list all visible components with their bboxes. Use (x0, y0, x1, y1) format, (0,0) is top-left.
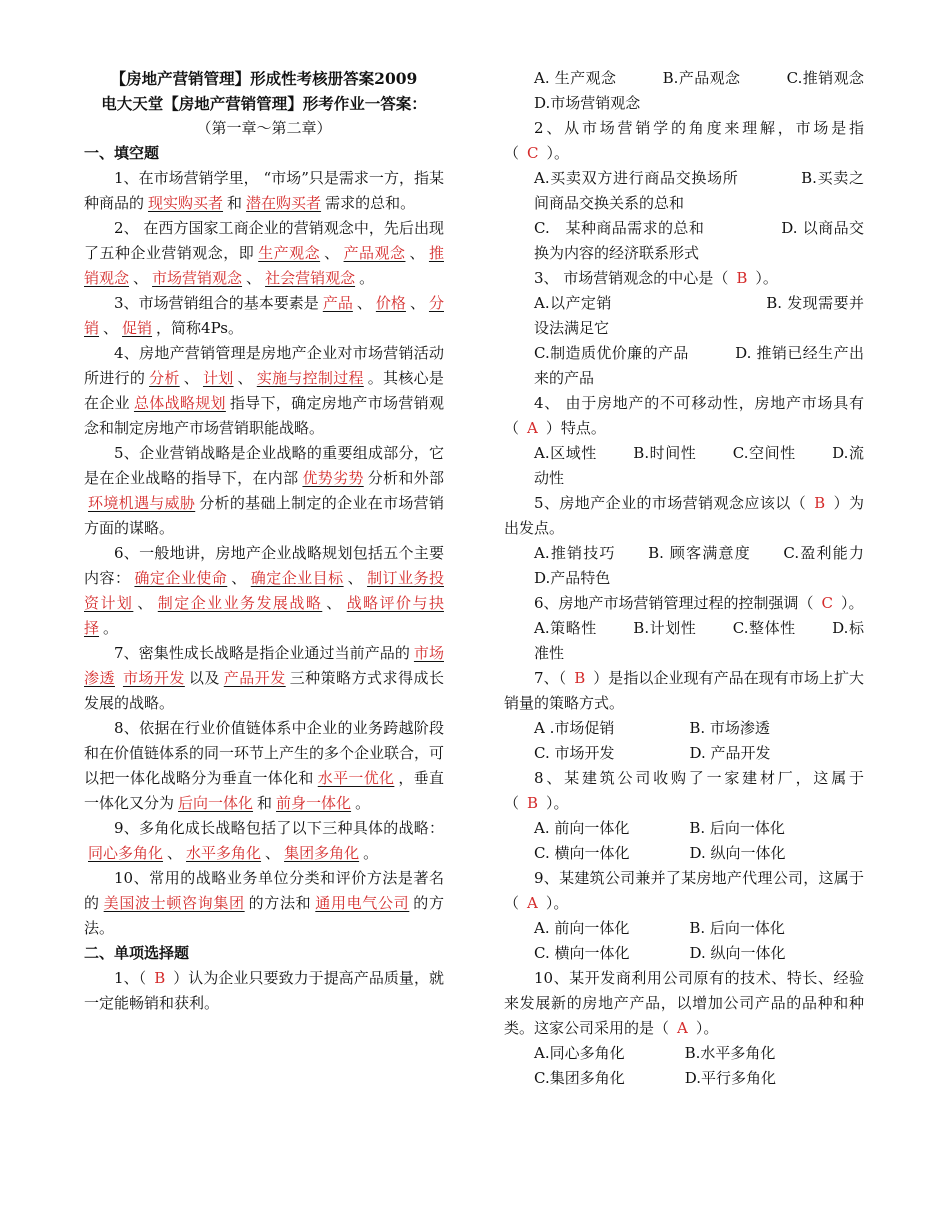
doc-subtitle: （第一章～第二章） (196, 119, 332, 137)
choice-question-9: 9、某建筑公司兼并了某房地产代理公司，这属于（ A ）。 (504, 869, 864, 912)
choice-question-6: 6、房地产市场营销管理过程的控制强调（ C ）。 (534, 594, 864, 612)
choice-answer: A (677, 1019, 688, 1037)
choice-answer: B (736, 269, 748, 287)
section-heading-choice: 二、单项选择题 (84, 944, 190, 962)
choice-answer: B (527, 794, 539, 812)
fill-question-9: 9、多角化成长战略包括了以下三种具体的战略：同心多角化 、 水平多角化 、 集团多角化 。 (88, 819, 444, 862)
choice-options: A.策略性 B.计划性 C.整体性 D.标准性 (534, 619, 864, 662)
choice-question-2: 2、从市场营销学的角度来理解，市场是指（ C ）。 (504, 119, 864, 162)
fill-question-10: 10、常用的战略业务单位分类和评价方法是著名的 美国波士顿咨询集团 的方法和 通用电气公司 的方法。 (84, 869, 444, 937)
choice-answer: B (814, 494, 826, 512)
choice-options: C.制造质优价廉的产品 D. 推销已经生产出来的产品 (534, 344, 864, 387)
choice-answer: C (527, 144, 539, 162)
choice-question-8: 8、某建筑公司收购了一家建材厂，这属于（ B ）。 (504, 769, 864, 812)
choice-options: A .市场促销 B. 市场渗透 (534, 719, 770, 737)
choice-options: C. 市场开发 D. 产品开发 (534, 744, 771, 762)
fill-question-4: 4、房地产营销管理是房地产企业对市场营销活动所进行的 分析 、 计划 、 实施与控制过程 。其核心是在企业 总体战略规划 指导下，确定房地产市场营销观念和制定房地产市场营销职能战略。 (84, 344, 444, 437)
choice-question-1: 1、（ B ）认为企业只要致力于提高产品质量，就一定能畅销和获利。 (84, 969, 444, 1012)
choice-answer: B (154, 969, 166, 987)
section-heading-fill: 一、填空题 (84, 144, 160, 162)
fill-question-1: 1、在市场营销学里， “市场”只是需求一方，指某种商品的 现实购买者 和 潜在购买者 需求的总和。 (84, 169, 444, 212)
choice-question-7: 7、（ B ）是指以企业现有产品在现有市场上扩大销量的策略方式。 (504, 669, 864, 712)
choice-question-5: 5、房地产企业的市场营销观念应该以（ B ）为出发点。 (504, 494, 864, 537)
fill-question-8: 8、依据在行业价值链体系中企业的业务跨越阶段和在价值链体系的同一环节上产生的多个企业联合，可以把一体化战略分为垂直一体化和 水平一优化 ，垂直一体化又分为 后向一体化 和 前身一体化 。 (84, 719, 445, 812)
choice-options: C. 横向一体化 D. 纵向一体化 (534, 844, 786, 862)
choice-options: C.集团多角化 D.平行多角化 (534, 1069, 776, 1087)
fill-question-3: 3、市场营销组合的基本要素是 产品 、 价格 、 分销 、 促销 ，简称4Ps。 (84, 294, 444, 337)
choice-answer: A (527, 894, 538, 912)
doc-title: 【房地产营销管理】形成性考核册答案2009 (110, 69, 418, 88)
choice-answer: B (574, 669, 586, 687)
choice-options: A.推销技巧 B. 顾客满意度 C.盈利能力 D.产品特色 (534, 544, 895, 587)
doc-title-2: 电大天堂【房地产营销管理】形考作业一答案： (101, 94, 427, 113)
fill-question-7: 7、密集性成长战略是指企业通过当前产品的 市场渗透 市场开发 以及 产品开发 三种策略方式求得成长发展的战略。 (84, 644, 444, 712)
choice-options: A.买卖双方进行商品交换场所 B.买卖之间商品交换关系的总和 (534, 169, 864, 212)
choice-question-10: 10、某开发商利用公司原有的技术、特长、经验来发展新的房地产产品，以增加公司产品的品种和种类。这家公司采用的是（ A ）。 (504, 969, 864, 1037)
fill-question-6: 6、一般地讲，房地产企业战略规划包括五个主要内容： 确定企业使命 、 确定企业目标 、 制订业务投资计划 、 制定企业业务发展战略 、 战略评价与抉择 。 (84, 544, 444, 637)
right-column (504, 66, 895, 1091)
choice-options: A. 前向一体化 B. 后向一体化 (534, 919, 785, 937)
choice-options: A. 生产观念 B.产品观念 C.推销观念 D.市场营销观念 (534, 69, 880, 112)
fill-question-2: 2、 在西方国家工商企业的营销观念中，先后出现了五种企业营销观念，即 生产观念 、 产品观念 、 推销观念 、 市场营销观念 、 社会营销观念 。 (84, 219, 444, 287)
choice-options: A.区域性 B.时间性 C.空间性 D.流动性 (534, 444, 864, 487)
choice-question-4: 4、 由于房地产的不可移动性，房地产市场具有（ A ）特点。 (504, 394, 864, 437)
choice-question-3: 3、 市场营销观念的中心是（ B ）。 (534, 269, 778, 287)
left-column (84, 66, 444, 1016)
choice-answer: A (527, 419, 538, 437)
choice-options: A. 前向一体化 B. 后向一体化 (534, 819, 785, 837)
choice-options: C. 某种商品需求的总和 D. 以商品交换为内容的经济联系形式 (534, 219, 864, 262)
choice-options: A.同心多角化 B.水平多角化 (534, 1044, 776, 1062)
choice-answer: C (821, 594, 834, 612)
fill-question-5: 5、企业营销战略是企业战略的重要组成部分，它是在企业战略的指导下，在内部 优势劣势 分析和外部环境机遇与威胁 分析的基础上制定的企业在市场营销方面的谋略。 (84, 444, 444, 537)
choice-options: A.以产定销 B. 发现需要并设法满足它 (534, 294, 864, 337)
choice-options: C. 横向一体化 D. 纵向一体化 (534, 944, 786, 962)
